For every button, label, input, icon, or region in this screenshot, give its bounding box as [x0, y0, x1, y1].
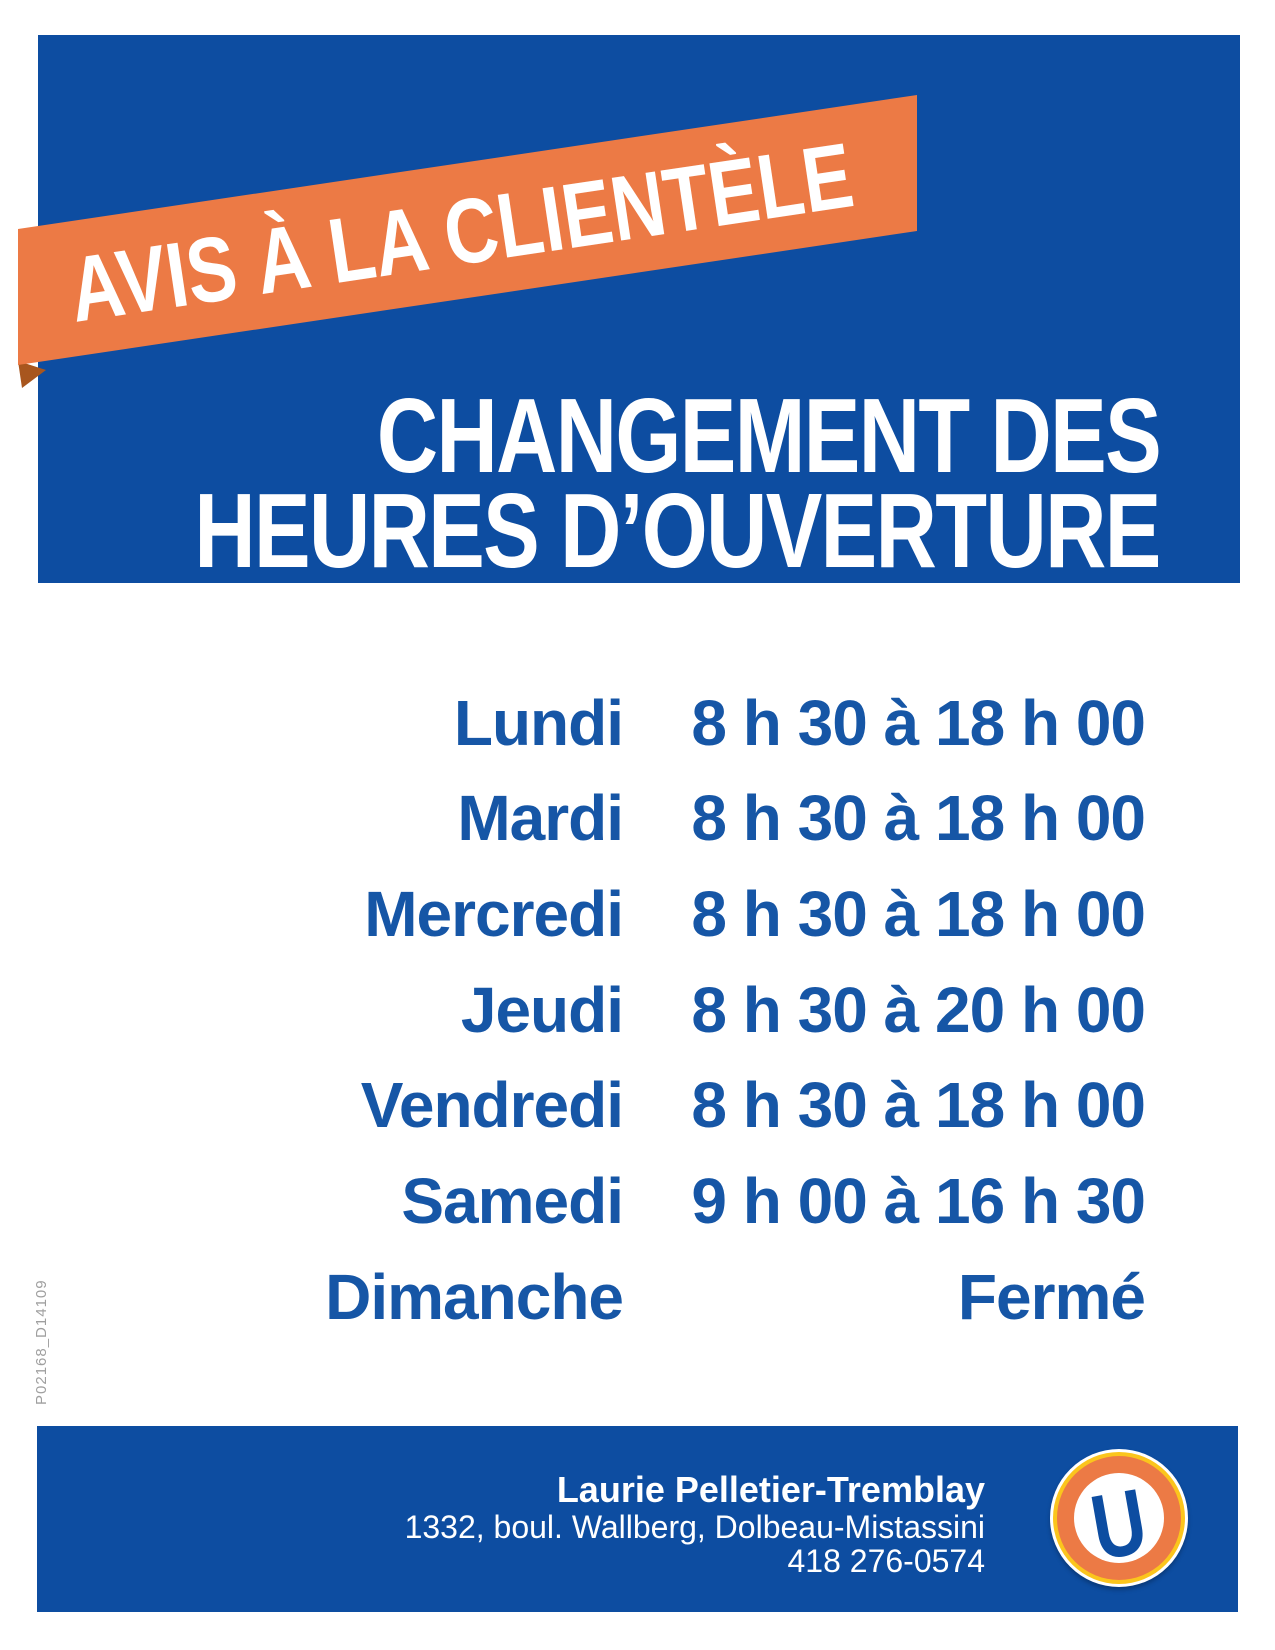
schedule-hours: 8 h 30 à 18 h 00 [691, 782, 1145, 854]
schedule-row [0, 1069, 1145, 1141]
schedule-hours: 8 h 30 à 18 h 00 [691, 1069, 1145, 1141]
poster-title-line1: CHANGEMENT DES [376, 377, 1160, 495]
schedule-hours: 9 h 00 à 16 h 30 [691, 1165, 1145, 1237]
footer-bar [37, 1426, 1238, 1612]
poster-title-line2: HEURES D’OUVERTURE [194, 472, 1160, 590]
schedule-day: Lundi [453, 687, 623, 759]
store-info [405, 1470, 985, 1578]
schedule-row [0, 974, 1145, 1046]
schedule-day: Dimanche [325, 1261, 623, 1333]
schedule-hours: 8 h 30 à 20 h 00 [691, 974, 1145, 1046]
schedule-row [0, 687, 1145, 759]
schedule-row [0, 1261, 1145, 1333]
ribbon-label: AVIS À LA CLIENTÈLE [62, 96, 1049, 342]
schedule-hours: 8 h 30 à 18 h 00 [691, 687, 1145, 759]
production-code: P02168_D14109 [33, 1279, 50, 1405]
logo-white-disc [1074, 1469, 1164, 1580]
ribbon-fold [18, 361, 46, 388]
schedule-day: Mercredi [364, 878, 623, 950]
schedule-row [0, 1165, 1145, 1237]
store-phone: 418 276-0574 [787, 1543, 985, 1579]
schedule-row [0, 782, 1145, 854]
schedule-day: Jeudi [460, 974, 623, 1046]
schedule-day: Mardi [457, 782, 623, 854]
schedule-hours: 8 h 30 à 18 h 00 [691, 878, 1145, 950]
schedule-day: Vendredi [360, 1069, 623, 1141]
store-address: 1332, boul. Wallberg, Dolbeau-Mistassini [404, 1509, 985, 1545]
logo-u-letter: U [1083, 1469, 1154, 1580]
uniprix-logo [1050, 1449, 1188, 1587]
store-name: Laurie Pelletier-Tremblay [556, 1469, 985, 1510]
schedule-hours: Fermé [957, 1261, 1145, 1333]
schedule-day: Samedi [401, 1165, 623, 1237]
schedule-row [0, 878, 1145, 950]
